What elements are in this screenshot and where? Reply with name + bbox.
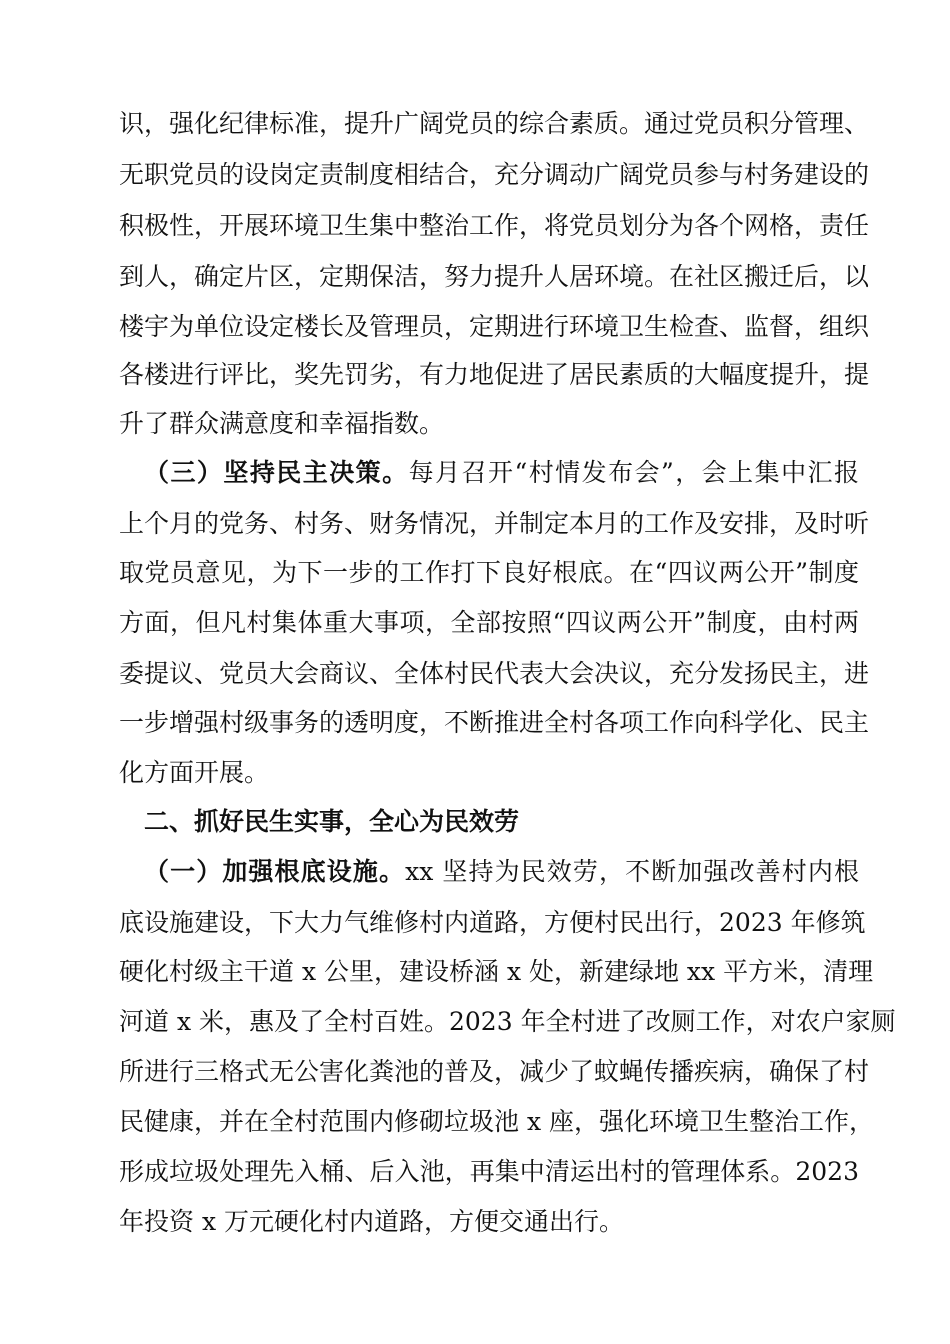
paragraph-2-line-1 (144, 456, 859, 490)
paragraph-1-line-1: 识，强化纪律标准，提升广阔党员的综合素质。通过党员积分管理、 (119, 109, 870, 138)
subsection-heading-1: （一）加强根底设施。 (144, 857, 406, 886)
paragraph-2-line-3: 取党员意见，为下一步的工作打下良好根底。在“四议两公开”制度 (119, 558, 859, 587)
paragraph-2-line-6: 一步增强村级事务的透明度，不断推进全村各项工作向科学化、民主 (119, 708, 870, 737)
paragraph-2-line-5: 委提议、党员大会商议、全体村民代表大会决议，充分发扬民主，进 (119, 659, 870, 688)
paragraph-1-line-5: 楼宇为单位设定楼长及管理员，定期进行环境卫生检查、监督，组织 (119, 312, 870, 341)
paragraph-2-line-1-text: 每月召开“村情发布会”，会上集中汇报 (408, 458, 859, 487)
paragraph-2-line-4: 方面，但凡村集体重大事项，全部按照“四议两公开”制度，由村两 (119, 608, 859, 637)
paragraph-2-line-7: 化方面开展。 (119, 758, 270, 787)
paragraph-3-line-6: 民健康，并在全村范围内修砌垃圾池 x 座，强化环境卫生整治工作， (119, 1107, 874, 1136)
paragraph-3-line-8: 年投资 x 万元硬化村内道路，方便交通出行。 (119, 1207, 624, 1236)
paragraph-1-line-4: 到人，确定片区，定期保洁，努力提升人居环境。在社区搬迁后，以 (119, 262, 870, 291)
paragraph-3-line-1-text: xx 坚持为民效劳，不断加强改善村内根 (405, 857, 859, 886)
paragraph-3-line-2: 底设施建设，下大力气维修村内道路，方便村民出行，2023 年修筑 (119, 908, 866, 937)
paragraph-2-line-2: 上个月的党务、村务、财务情况，并制定本月的工作及安排，及时听 (119, 509, 870, 538)
paragraph-3-line-3: 硬化村级主干道 x 公里，建设桥涵 x 处，新建绿地 xx 平方米，清理 (119, 957, 874, 986)
paragraph-1-line-2: 无职党员的设岗定责制度相结合，充分调动广阔党员参与村务建设的 (119, 160, 870, 189)
paragraph-3-line-1 (144, 855, 859, 889)
paragraph-3-line-7: 形成垃圾处理先入桶、后入池，再集中清运出村的管理体系。2023 (119, 1157, 859, 1186)
section-heading: 二、抓好民生实事，全心为民效劳 (144, 807, 520, 836)
subsection-heading-3: （三）坚持民主决策。 (144, 458, 409, 487)
paragraph-1-line-3: 积极性，开展环境卫生集中整治工作，将党员划分为各个网格，责任 (119, 211, 870, 240)
paragraph-3-line-5: 所进行三格式无公害化粪池的普及，减少了蚊蝇传播疾病，确保了村 (119, 1057, 870, 1086)
paragraph-3-line-4: 河道 x 米，惠及了全村百姓。2023 年全村进了改厕工作，对农户家厕 (119, 1007, 896, 1036)
paragraph-1-line-6: 各楼进行评比，奖先罚劣，有力地促进了居民素质的大幅度提升，提 (119, 360, 870, 389)
paragraph-1-line-7: 升了群众满意度和幸福指数。 (119, 409, 445, 438)
